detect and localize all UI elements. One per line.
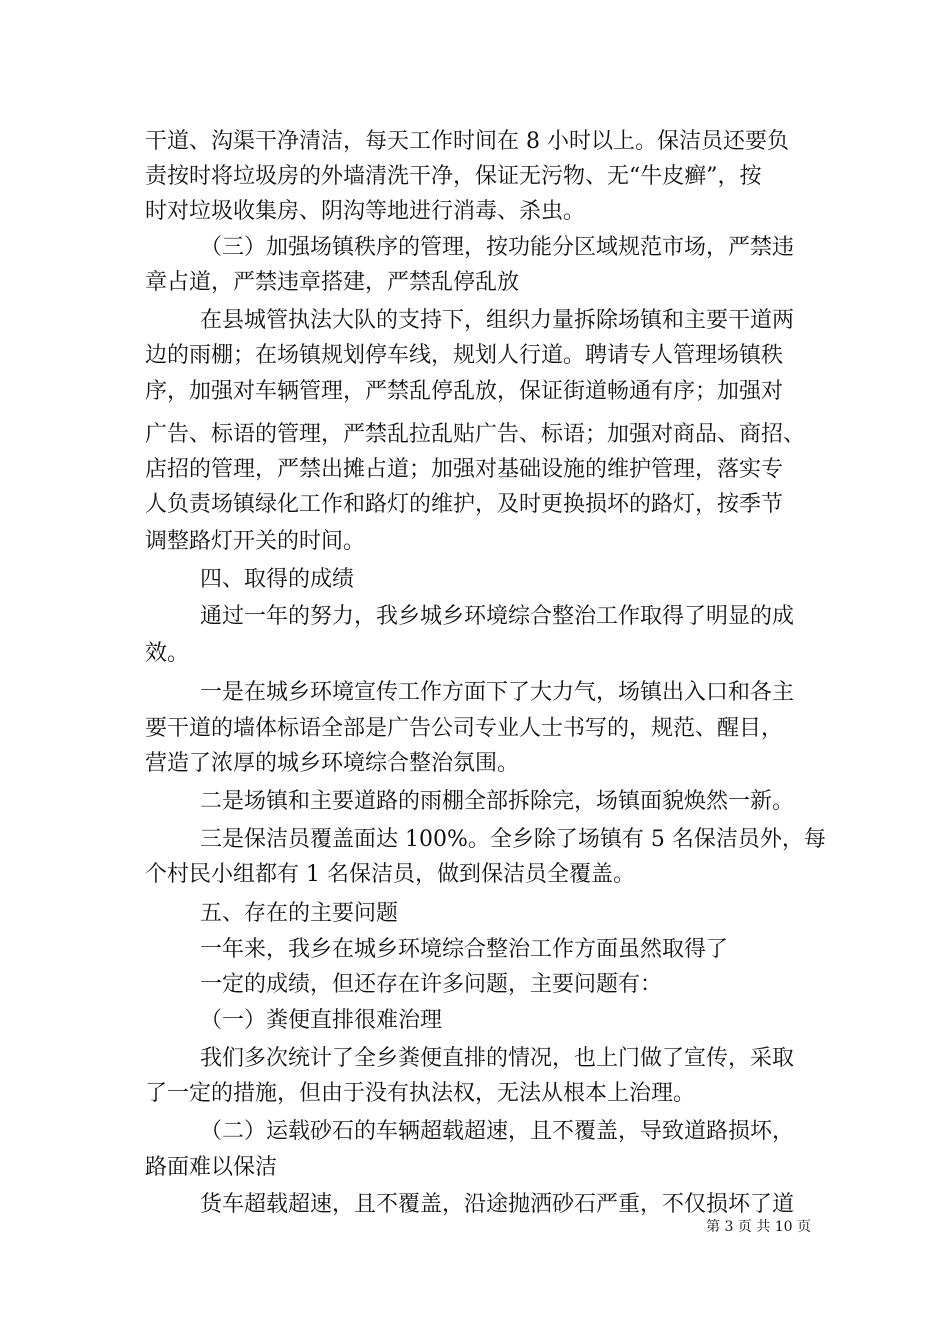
text-line: 在县城管执法大队的支持下，组织力量拆除场镇和主要干道两	[200, 308, 795, 333]
text-line: 人负责场镇绿化工作和路灯的维护，及时更换损坏的路灯，按季节	[145, 492, 784, 517]
text-line: 通过一年的努力，我乡城乡环境综合整治工作取得了明显的成	[200, 604, 795, 629]
text-line: 一定的成绩，但还存在许多问题，主要问题有：	[200, 972, 663, 997]
text-line: 序，加强对车辆管理，严禁乱停乱放，保证街道畅通有序；加强对	[145, 379, 784, 404]
text-line: 我们多次统计了全乡粪便直排的情况，也上门做了宣传，采取	[200, 1046, 795, 1071]
text-line: 时对垃圾收集房、阴沟等地进行消毒、杀虫。	[145, 199, 586, 224]
text-line: 责按时将垃圾房的外墙清洗干净，保证无污物、无“牛皮癣”，按	[145, 164, 762, 189]
text-line: 货车超载超速，且不覆盖，沿途抛洒砂石严重，不仅损坏了道	[200, 1192, 795, 1217]
text-line: 营造了浓厚的城乡环境综合整治氛围。	[145, 751, 520, 776]
text-line: 三是保洁员覆盖面达 100%。全乡除了场镇有 5 名保洁员外，每	[200, 827, 826, 852]
text-line: 路面难以保洁	[145, 1155, 278, 1180]
text-line: 效。	[145, 641, 190, 666]
section-heading: 五、存在的主要问题	[200, 901, 399, 926]
text-line: （三）加强场镇秩序的管理，按功能分区域规范市场，严禁违	[200, 235, 795, 260]
text-line: 调整路灯开关的时间。	[145, 529, 366, 554]
text-line: 个村民小组都有 1 名保洁员，做到保洁员全覆盖。	[145, 862, 635, 887]
text-line: 店招的管理，严禁出摊占道；加强对基础设施的维护管理，落实专	[145, 457, 784, 482]
section-heading: 四、取得的成绩	[200, 567, 355, 592]
text-line: 二是场镇和主要道路的雨棚全部拆除完，场镇面貌焕然一新。	[200, 789, 795, 814]
page-number: 第 3 页 共 10 页	[706, 1219, 811, 1235]
subsection-heading: （一）粪便直排很难治理	[200, 1008, 443, 1033]
text-line: 边的雨棚；在场镇规划停车线，规划人行道。聘请专人管理场镇秩	[145, 343, 784, 368]
text-line: 一年来，我乡在城乡环境综合整治工作方面虽然取得了	[200, 937, 729, 962]
text-line: 广告、标语的管理，严禁乱拉乱贴广告、标语；加强对商品、商招、	[145, 422, 806, 447]
text-line: 一是在城乡环境宣传工作方面下了大力气，场镇出入口和各主	[200, 680, 795, 705]
text-line: 要干道的墙体标语全部是广告公司专业人士书写的，规范、醒目，	[145, 716, 784, 741]
text-line: 干道、沟渠干净清洁，每天工作时间在 8 小时以上。保洁员还要负	[145, 129, 789, 154]
text-line: 章占道，严禁违章搭建，严禁乱停乱放	[145, 270, 520, 295]
text-line: 了一定的措施，但由于没有执法权，无法从根本上治理。	[145, 1081, 696, 1106]
subsection-heading: （二）运载砂石的车辆超载超速，且不覆盖，导致道路损坏，	[200, 1119, 795, 1144]
